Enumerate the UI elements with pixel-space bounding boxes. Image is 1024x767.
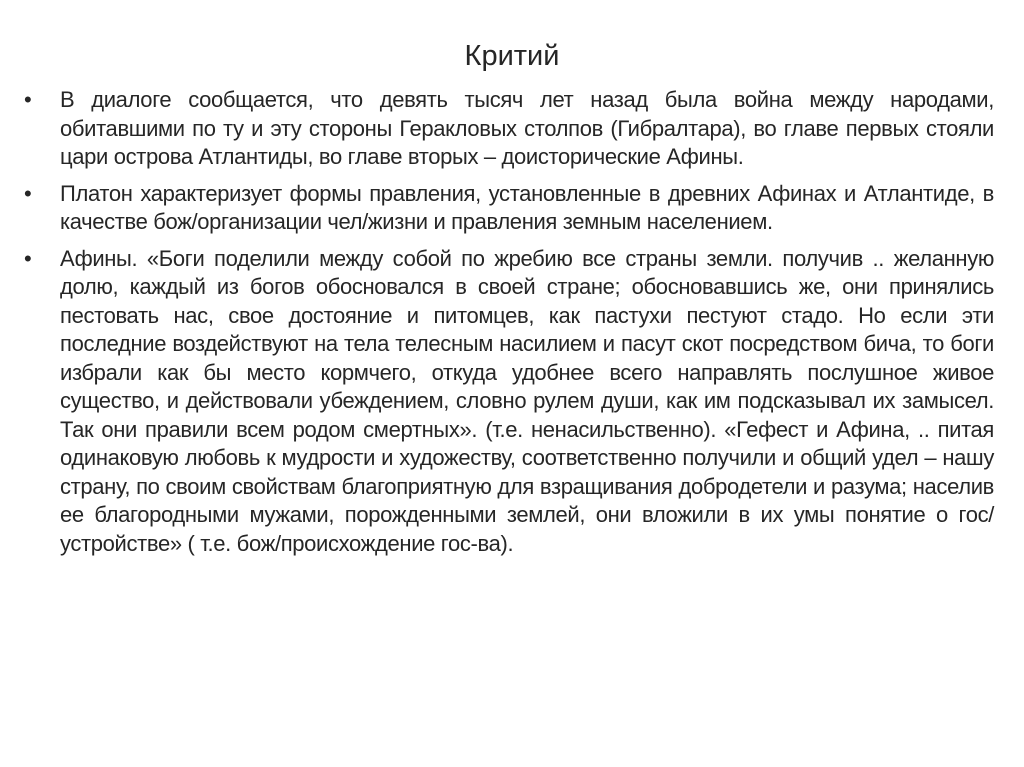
bullet-text: Платон характеризует формы правления, установленные в древних Афинах и Атлантиде, в качестве бож/организации чел/жизни и правления земным населением. xyxy=(60,180,994,234)
bullet-item xyxy=(24,86,994,172)
bullet-item xyxy=(24,245,994,559)
bullet-marker: • xyxy=(24,180,32,206)
bullet-item xyxy=(24,180,994,237)
bullet-text: В диалоге сообщается, что девять тысяч лет назад была война между народами, обитавшими по ту и эту стороны Геракловых столпов (Гибралтара), во главе первых стояли цари острова Атлантиды, во главе вторых – доисторические Афины. xyxy=(60,87,994,169)
bullet-marker: • xyxy=(24,245,32,271)
bullet-text: Афины. «Боги поделили между собой по жребию все страны земли. получив .. желанную долю, каждый из богов обосновался в своей стране; обосновавшись же, они принялись пестовать нас, свое достояние и питомцев, как пастухи пестуют стадо. Но если эти последние воздействуют на тела телесным насилием и пасут скот посредством бича, то боги избрали как бы место кормчего, откуда удобнее всего направлять послушное живое существо, и действовали убеждением, словно рулем души, как им подсказывал их замысел. Так они правили всем родом смертных». (т.е. ненасильственно). «Гефест и Афина, .. питая одинаковую любовь к мудрости и художеству, соответственно получили и общий удел – нашу страну, по своим свойствам благоприятную для взращивания добродетели и разума; населив ее благородными мужами, порожденными землей, они вложили в их умы понятие о гос/устройстве» ( т.е. бож/происхождение гос-ва). xyxy=(60,245,994,556)
slide-title: Критий xyxy=(464,40,560,72)
bullet-list xyxy=(24,86,994,566)
bullet-marker: • xyxy=(24,87,32,112)
